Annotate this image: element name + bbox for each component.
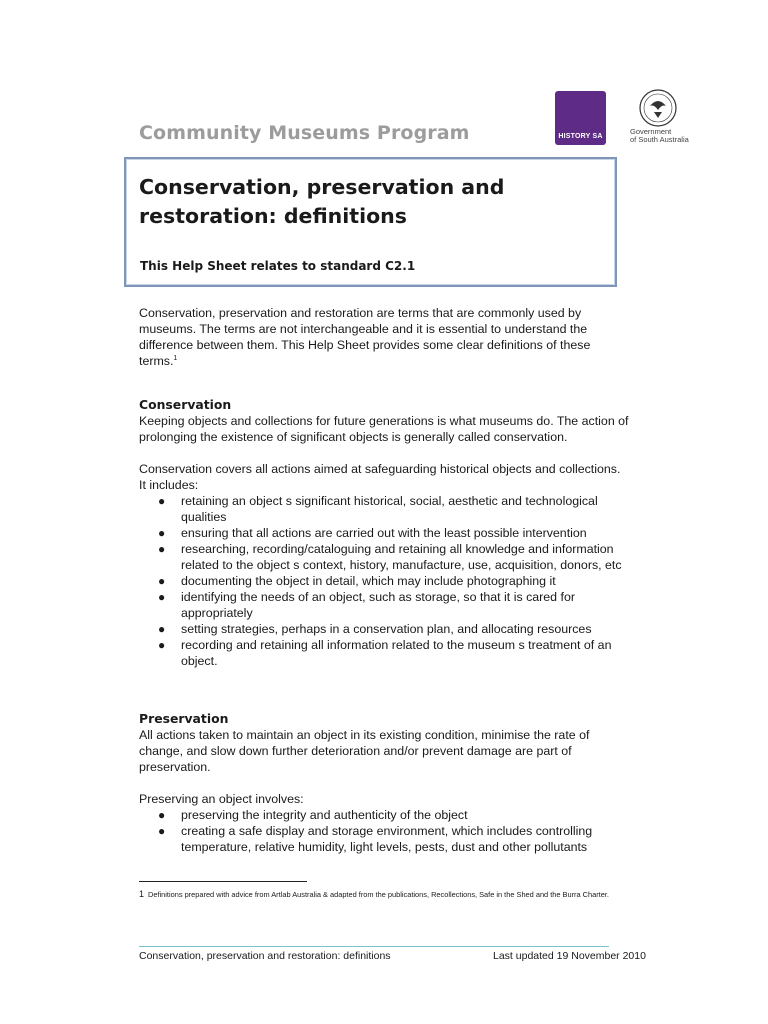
preservation-section [139,711,629,855]
bullet-icon: ● [158,824,166,838]
bullet-icon: ● [158,494,166,508]
list-item: ● identifying the needs of an object, such as storage, so that it is cared for appropriately [158,590,575,620]
bullet-icon: ● [158,574,166,588]
list-item: ● retaining an object s significant historical, social, aesthetic and technological qualities [158,494,598,524]
preservation-para2: Preserving an object involves: [139,792,304,806]
conservation-para2: Conservation covers all actions aimed at safeguarding historical objects and collections. It includes: [139,462,621,492]
standard-subtitle: This Help Sheet relates to standard C2.1 [140,259,416,273]
footnote-text: Definitions prepared with advice from Artlab Australia & adapted from the publications, Recollections, Safe in the Shed and the Burra Charter. [148,890,609,899]
conservation-heading: Conservation [139,397,232,412]
intro-text: Conservation, preservation and restoration are terms that are commonly used by museums. The terms are not interchangeable and it is essential to understand the difference between them. This Help Sheet provides some clear definitions of these terms. [139,306,591,368]
history-sa-logo-text: HISTORY SA [558,133,603,140]
conservation-list [139,493,629,669]
bullet-icon: ● [158,526,166,540]
conservation-section [139,397,629,669]
bullet-icon: ● [158,542,166,556]
bullet-icon: ● [158,638,166,652]
intro-paragraph [139,305,629,369]
preservation-heading: Preservation [139,711,229,726]
list-item: ● recording and retaining all information related to the museum s treatment of an object. [158,638,612,668]
title-box [124,157,617,287]
footer-divider [139,946,609,947]
conservation-para1: Keeping objects and collections for future generations is what museums do. The action of prolonging the existence of significant objects is generally called conservation. [139,414,629,444]
footnote-divider [139,881,307,882]
list-item: ● researching, recording/cataloguing and retaining all knowledge and information related to the object s context, history, manufacture, use, acquisition, donors, etc [158,542,622,572]
preservation-para1: All actions taken to maintain an object in its existing condition, minimise the rate of change, and slow down further deterioration and/or prevent damage are part of preservation. [139,728,590,774]
list-item: ● documenting the object in detail, which may include photographing it [158,574,556,588]
list-item: ● setting strategies, perhaps in a conservation plan, and allocating resources [158,622,592,636]
footnote-ref[interactable]: 1 [173,354,178,362]
government-logo-text [630,128,700,144]
footnote [139,886,619,903]
footnote-number: 1 [139,889,145,899]
gov-line2: of South Australia [630,135,689,144]
preservation-list [139,807,629,855]
government-sa-logo [620,88,692,148]
list-item: ● ensuring that all actions are carried out with the least possible intervention [158,526,587,540]
crest-icon [638,88,678,128]
list-item: ● creating a safe display and storage environment, which includes controlling temperature, relative humidity, light levels, pests, dust and other pollutants [158,824,593,854]
bullet-icon: ● [158,808,166,822]
program-title: Community Museums Program [139,122,470,144]
bullet-icon: ● [158,622,166,636]
footer-title: Conservation, preservation and restoration: definitions [139,950,391,962]
list-item: ● preserving the integrity and authenticity of the object [158,808,468,822]
footer-date: Last updated 19 November 2010 [493,950,646,962]
document-title: Conservation, preservation and restoration: definitions [139,175,505,228]
gov-line1: Government [630,127,672,136]
bullet-icon: ● [158,590,166,604]
history-sa-logo [555,91,606,145]
